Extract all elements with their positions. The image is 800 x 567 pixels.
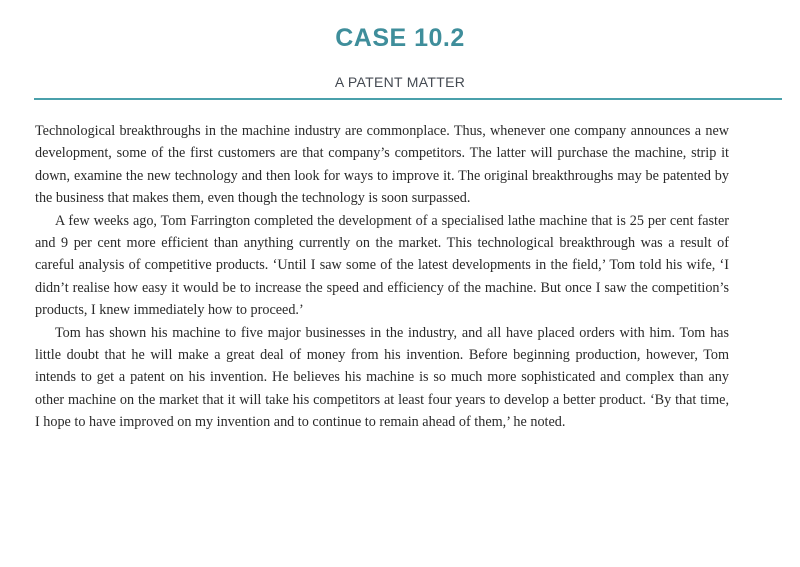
paragraph-1: Technological breakthroughs in the machine industry are commonplace. Thus, whenever one company announces a new development, some of the first customers are that company’s competitors. The latter will purchase the machine, strip it down, examine the new technology and then look for ways to improve it. The original breakthroughs may be patented by the business that makes them, even though the technology is soon surpassed. (35, 123, 729, 207)
paragraph-2: A few weeks ago, Tom Farrington completed the development of a specialised lathe machine that is 25 per cent faster and 9 per cent more efficient than anything currently on the market. This technological breakthrough was a result of careful analysis of competitive products. ‘Until I saw some of the latest developments in the field,’ Tom told his wife, ‘I didn’t realise how easy it would be to increase the speed and efficiency of the machine. But once I saw the competition’s products, I knew immediately how to proceed.’ (35, 212, 729, 319)
case-subtitle: A PATENT MATTER (334, 74, 466, 90)
paragraph-3: Tom has shown his machine to five major businesses in the industry, and all have placed orders with him. Tom has little doubt that he will make a great deal of money from his invention. Before beginning production, however, Tom intends to get a patent on his invention. He believes his machine is so much more sophisticated and complex than any other machine on the market that it will take his competitors at least four years to develop a better product. ‘By that time, I hope to have improved on my invention and to continue to remain ahead of them,’ he noted. (35, 324, 729, 431)
case-title: CASE 10.2 (335, 24, 465, 52)
header-divider (34, 98, 782, 100)
case-body (35, 120, 729, 434)
